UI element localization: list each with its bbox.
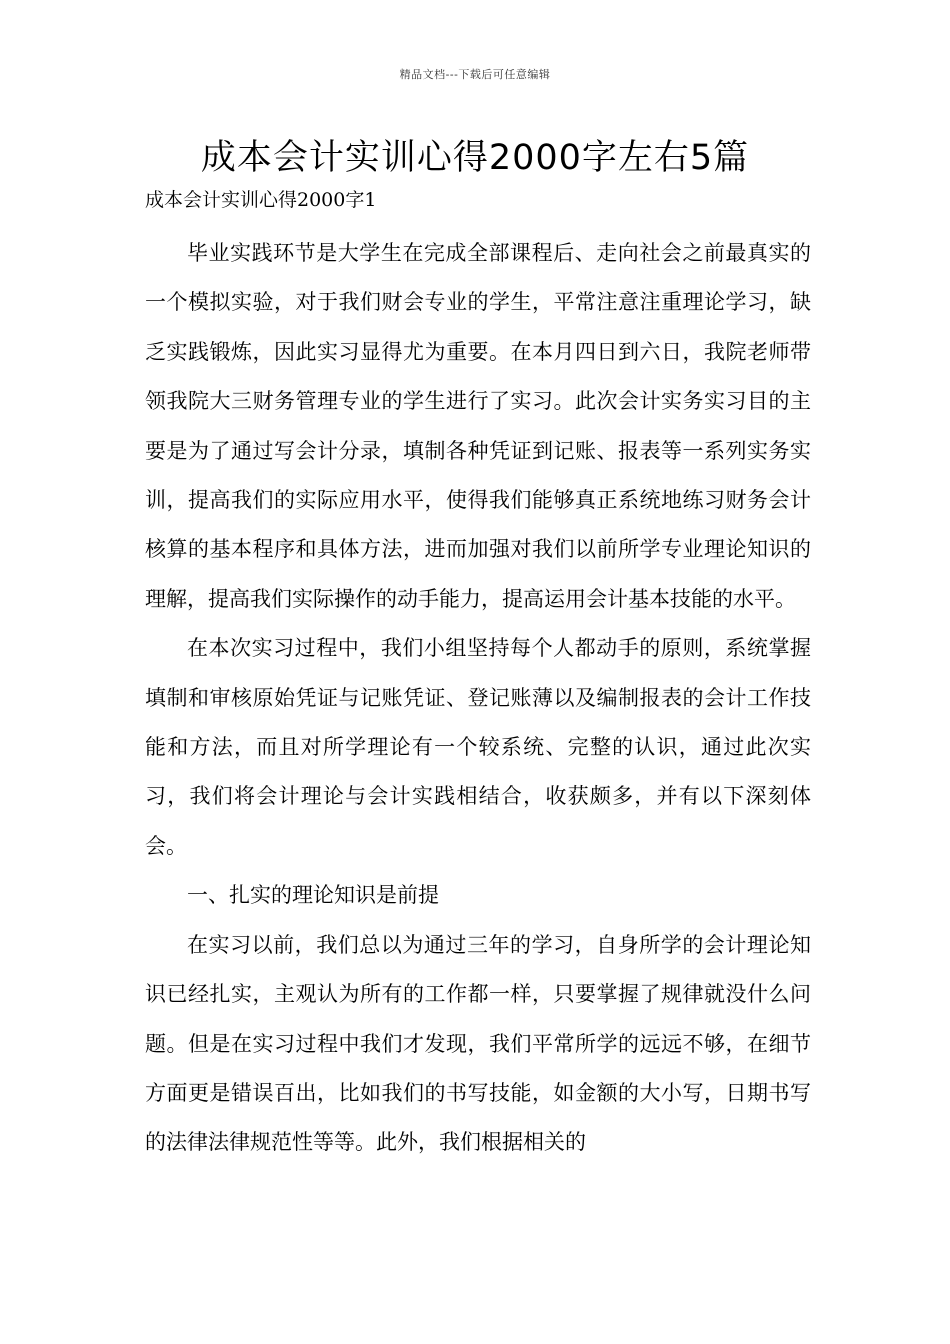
page-header: 精品文档---下载后可任意编辑 <box>399 68 551 81</box>
document-title: 成本会计实训心得2000字左右5篇 <box>200 138 750 178</box>
paragraph: 在实习以前，我们总以为通过三年的学习，自身所学的会计理论知识已经扎实，主观认为所有的工作都一样，只要掌握了规律就没什么问题。但是在实习过程中我们才发现，我们平常所学的远远不够，在细节方面更是错误百出，比如我们的书写技能，如金额的大小写，日期书写的法律法律规范性等等。此外，我们根据相关的 <box>145 932 811 1155</box>
document-body <box>145 229 811 1168</box>
paragraph: 在本次实习过程中，我们小组坚持每个人都动手的原则，系统掌握填制和审核原始凭证与记账凭证、登记账薄以及编制报表的会计工作技能和方法，而且对所学理论有一个较系统、完整的认识，通过此次实习，我们将会计理论与会计实践相结合，收获颇多，并有以下深刻体会。 <box>145 636 811 858</box>
section-heading: 一、扎实的理论知识是前提 <box>187 883 439 908</box>
document-subtitle: 成本会计实训心得2000字1 <box>145 189 377 211</box>
paragraph: 毕业实践环节是大学生在完成全部课程后、走向社会之前最真实的一个模拟实验，对于我们财会专业的学生，平常注意注重理论学习，缺乏实践锻炼，因此实习显得尤为重要。在本月四日到六日，我院老师带领我院大三财务管理专业的学生进行了实习。此次会计实务实习目的主要是为了通过写会计分录，填制各种凭证到记账、报表等一系列实务实训，提高我们的实际应用水平，使得我们能够真正系统地练习财务会计核算的基本程序和具体方法，进而加强对我们以前所学专业理论知识的理解，提高我们实际操作的动手能力，提高运用会计基本技能的水平。 <box>145 241 811 611</box>
